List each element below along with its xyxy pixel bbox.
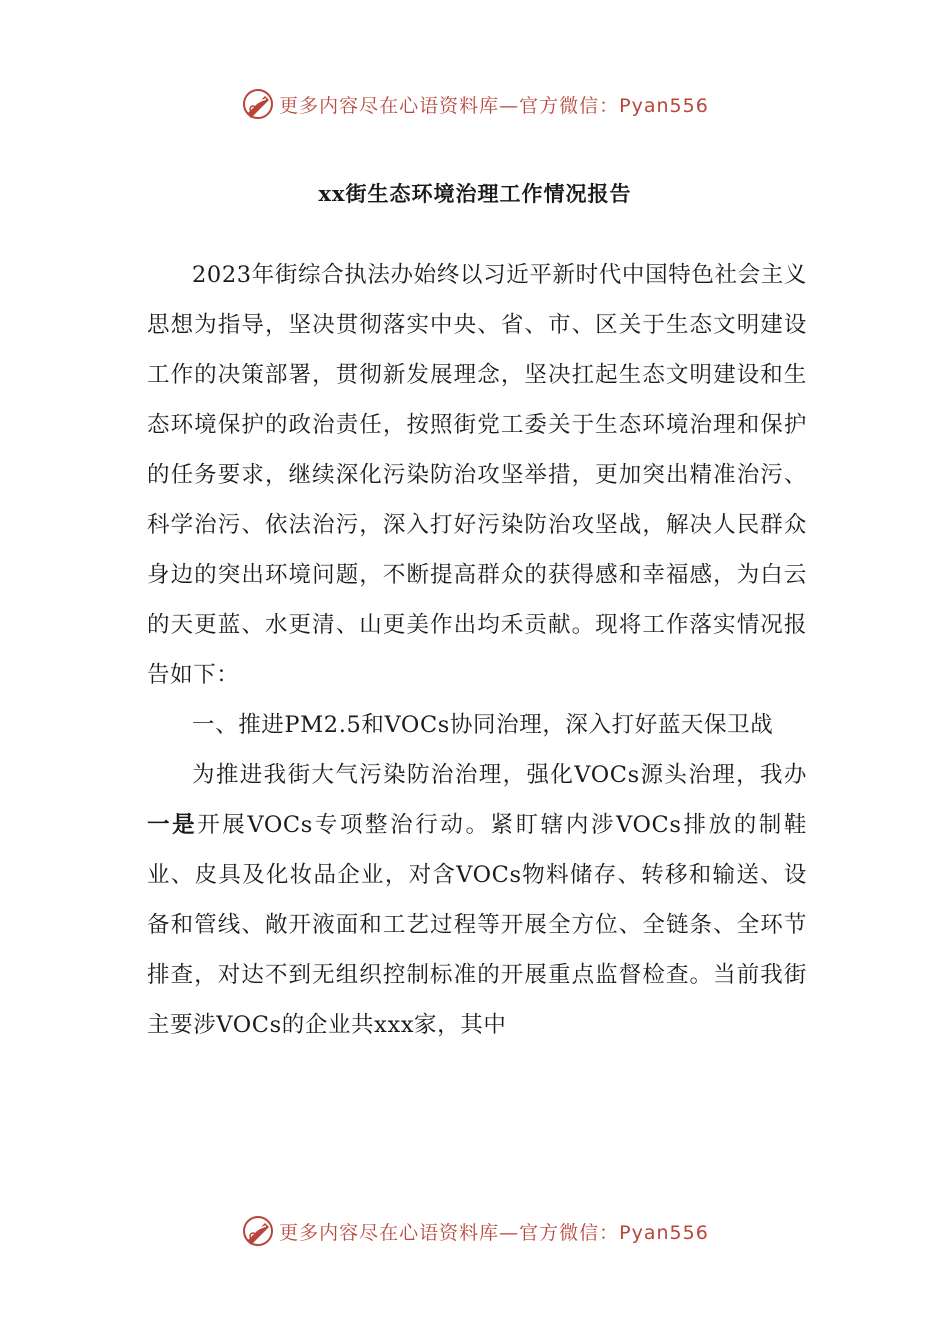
banner-brand: Pyan556 bbox=[619, 94, 709, 117]
footer-banner bbox=[0, 1211, 950, 1251]
header-banner bbox=[0, 84, 950, 124]
pen-logo-icon bbox=[241, 87, 275, 121]
section-1-paragraph: 为推进我街大气污染防治治理，强化VOCs源头治理，我办一是开展VOCs专项整治行动。紧盯辖内涉VOCs排放的制鞋业、皮具及化妆品企业，对含VOCs物料储存、转移和输送、设备和管线、敞开液面和工艺过程等开展全方位、全链条、全环节排查，对达不到无组织控制标准的开展重点监督检查。当前我街主要涉VOCs的企业共xxx家，其中 bbox=[147, 762, 807, 1038]
intro-paragraph: 2023年街综合执法办始终以习近平新时代中国特色社会主义思想为指导，坚决贯彻落实中央、省、市、区关于生态文明建设工作的决策部署，贯彻新发展理念，坚决扛起生态文明建设和生态环境保护的政治责任，按照街党工委关于生态环境治理和保护的任务要求，继续深化污染防治攻坚举措，更加突出精准治污、科学治污、依法治污，深入打好污染防治攻坚战，解决人民群众身边的突出环境问题，不断提高群众的获得感和幸福感，为白云的天更蓝、水更清、山更美作出均禾贡献。现将工作落实情况报告如下： bbox=[147, 262, 807, 688]
emphasis-first: 一是 bbox=[147, 812, 198, 838]
document-title: xx街生态环境治理工作情况报告 bbox=[318, 181, 632, 206]
section-1-heading: 一、推进PM2.5和VOCs协同治理，深入打好蓝天保卫战 bbox=[192, 712, 774, 738]
banner-brand: Pyan556 bbox=[619, 1221, 709, 1244]
pen-logo-icon bbox=[241, 1214, 275, 1248]
banner-text: 更多内容尽在心语资料库—官方微信：Pyan556 bbox=[279, 1221, 709, 1244]
document-body bbox=[147, 250, 807, 1050]
banner-text: 更多内容尽在心语资料库—官方微信：Pyan556 bbox=[279, 94, 709, 117]
